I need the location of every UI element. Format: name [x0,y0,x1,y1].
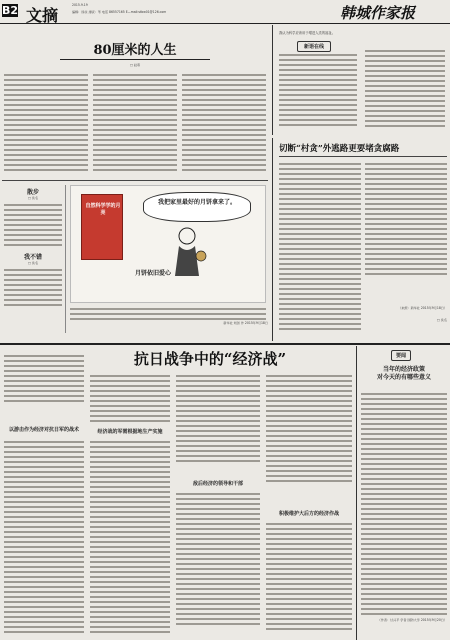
village-article-source: （来源：新华社 2015年9月18日） [398,306,447,310]
top-article [0,25,270,341]
prose-box [4,185,62,335]
village-article-author: □ 佚名 [436,318,447,322]
bottom-article [0,346,355,640]
bottom-subhead-2: 经济战的军需根据地生产实施 [97,429,163,435]
top-article-title: 80厘米的人生 [93,43,177,58]
paper-name: 韩城作家报 [340,4,416,22]
right-top [272,25,450,135]
section-divider [0,343,450,345]
top-article-bottom-rule [2,180,268,181]
bottom-article-title: 抗日战争中的“经济战” [133,350,287,368]
editor-contact-line: 编辑：徐扶 排版：苇 电话 86557165 E—mail:stbw01@126.com [72,10,167,14]
poem-box-title: 我不错 [23,254,42,261]
right-bottom [356,346,450,640]
book-image-credit: 新华社 刘剑 作 2015年9月18日 [223,321,268,325]
bottom-subhead-4: 积极维护大后方的经济作战 [278,511,339,517]
top-article-author: □ 赵莫 [129,63,141,67]
right-bottom-label: 要闻 [391,350,411,361]
right-top-label: 新语在线 [297,41,331,52]
book-image [70,185,266,303]
masthead [0,0,450,24]
box-divider [65,185,66,333]
title-underline [60,59,210,60]
section-title: 文摘 [26,6,59,25]
poem-box-author: □ 佚名 [27,261,39,265]
speech-bubble [143,192,251,222]
prose-box-author: □ 佚名 [27,196,39,200]
book-image-caption: 月饼依旧爱心 [135,270,172,277]
right-top-boxed-note: 我认为科学应该用于增进人类的福祉。 [279,31,336,35]
page-code-badge: B2 [2,4,19,17]
right-bottom-title: 当年的经济政策 对今天的有哪些意义 [376,366,431,381]
bottom-subhead-1: 以游击作为经济对抗日军的战术 [8,427,79,433]
book-cover [81,194,123,260]
prose-box-title: 散步 [26,189,39,196]
village-article-title: 切断“村贪”外逃路更要堵贪腐路 [279,144,400,154]
bottom-subhead-3: 敌后经济的领导和干部 [192,481,243,487]
speech-bubble-text: 我把家里最好的月饼拿来了。 [157,199,236,206]
right-bottom-source: （作者：甘兴平 学者 国防大学 2015年9月20日） [377,618,447,622]
top-article-body [4,71,266,179]
village-article [272,138,450,341]
issue-date: 2015.9.19 [72,3,88,7]
book-cover-title: 自然科学学的月亮 [85,203,121,216]
